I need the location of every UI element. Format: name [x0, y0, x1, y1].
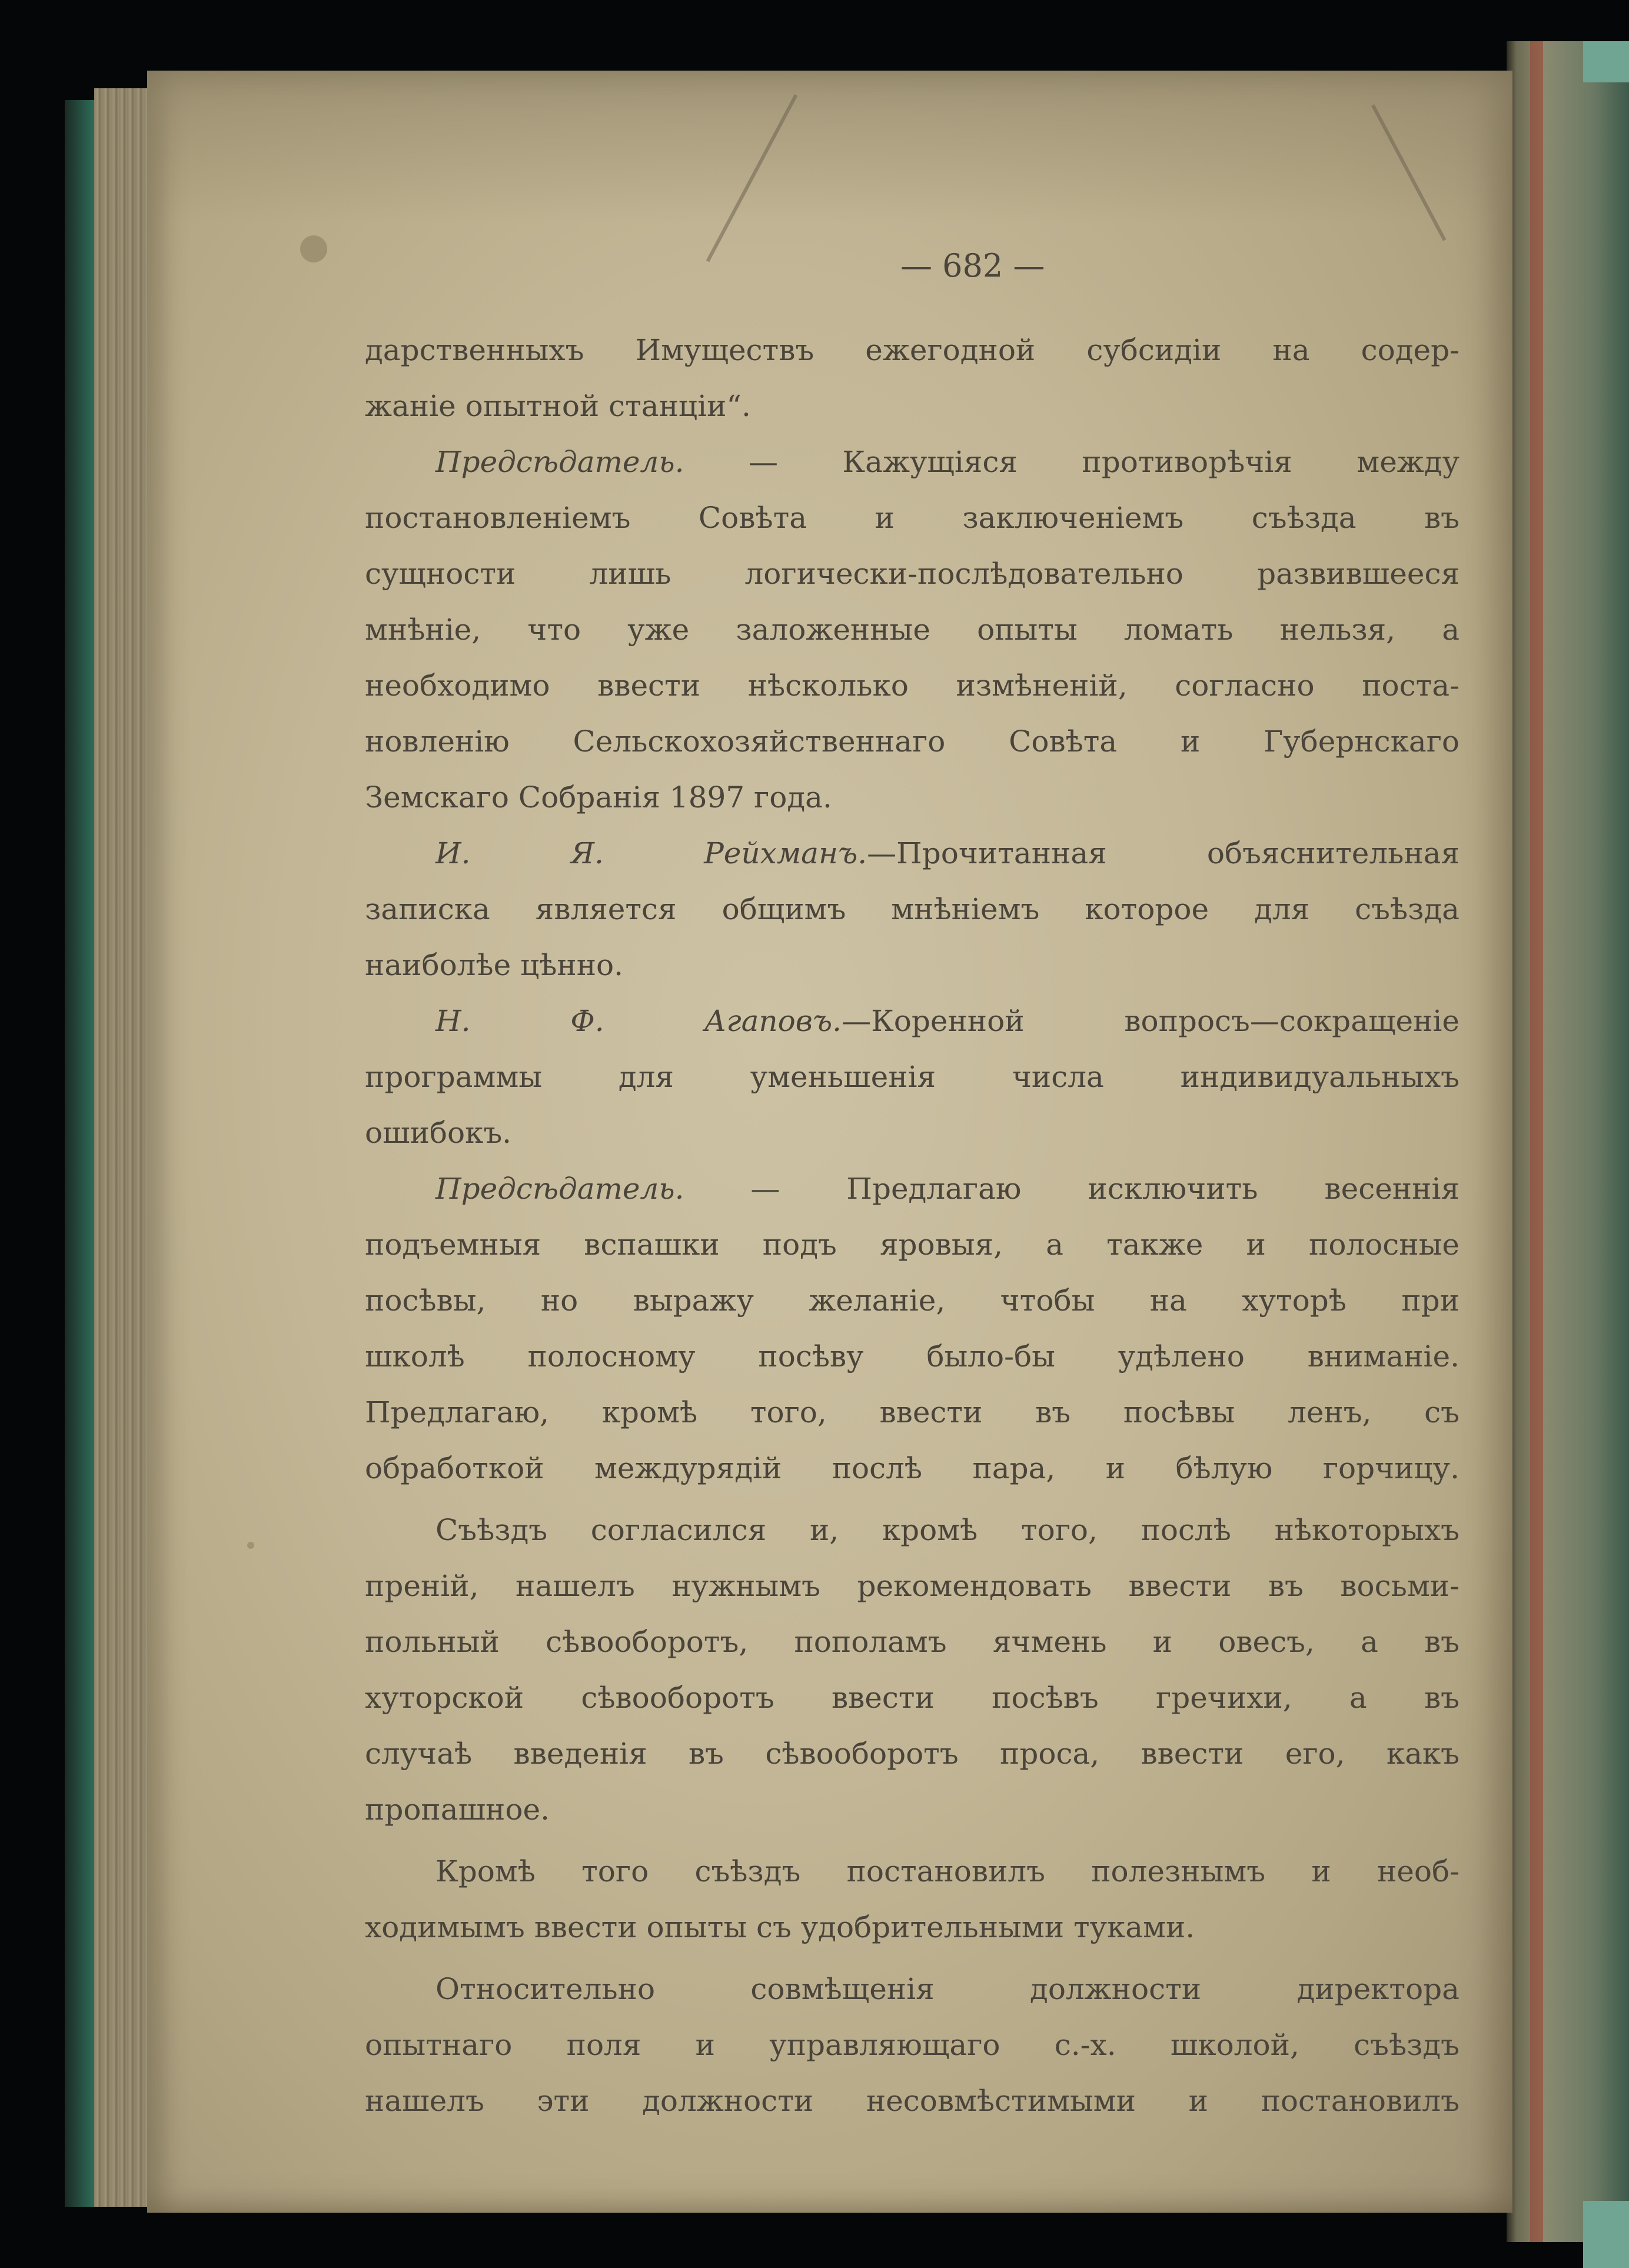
text-line: Земскаго Собранія 1897 года. [365, 780, 832, 814]
paper-stain [247, 1542, 254, 1549]
text-line: Н. Ф. Агаповъ.—Коренной вопросъ—сокращеніе [435, 1004, 1460, 1038]
speaker-name: Предсѣдатель. [435, 445, 684, 479]
paper-crease [706, 94, 798, 262]
text-line: новленію Сельскохозяйственнаго Совѣта и Губернскаго [365, 724, 1460, 759]
text-line: пропашное. [365, 1793, 550, 1827]
cover-corner-top [1583, 41, 1629, 82]
text-line: Кромѣ того съѣздъ постановилъ полезнымъ и необ- [435, 1854, 1460, 1888]
cover-stripe [1530, 41, 1543, 2242]
text-line: нашелъ эти должности несовмѣстимыми и постановилъ [365, 2084, 1460, 2118]
text-line: Предсѣдатель. — Кажущіяся противорѣчія между [435, 445, 1460, 479]
text-line: случаѣ введенія въ сѣвооборотъ проса, ввести его, какъ [365, 1737, 1460, 1771]
text-line: необходимо ввести нѣсколько измѣненій, согласно поста- [365, 669, 1460, 703]
text-line: хуторской сѣвооборотъ ввести посѣвъ гречихи, а въ [365, 1681, 1460, 1715]
text-line: И. Я. Рейхманъ.—Прочитанная объяснительная [435, 836, 1460, 870]
text-line: Предсѣдатель. — Предлагаю исключить весеннія [435, 1172, 1460, 1206]
text-line: мнѣніе, что уже заложенные опыты ломать нельзя, а [365, 613, 1460, 647]
text-line: Относительно совмѣщенія должности директора [435, 1972, 1460, 2006]
speaker-name: Предсѣдатель. [435, 1172, 684, 1206]
text-line: ошибокъ. [365, 1116, 512, 1150]
text-line: польный сѣвооборотъ, пополамъ ячмень и овесъ, а въ [365, 1625, 1460, 1659]
text-line: преній, нашелъ нужнымъ рекомендовать ввести въ восьми- [365, 1569, 1460, 1603]
text-line: ходимымъ ввести опыты съ удобрительными туками. [365, 1910, 1195, 1944]
text-line: постановленіемъ Совѣта и заключеніемъ съѣзда въ [365, 501, 1460, 535]
text-line: обработкой междурядій послѣ пара, и бѣлую горчицу. [365, 1451, 1460, 1485]
text-line: сущности лишь логически-послѣдовательно развившееся [365, 557, 1460, 591]
page-sheet [147, 71, 1512, 2213]
book-right-cover [1507, 41, 1629, 2242]
text-line: опытнаго поля и управляющаго с.-х. школой, съѣздъ [365, 2028, 1460, 2062]
text-line: посѣвы, но выражу желаніе, чтобы на хуторѣ при [365, 1283, 1460, 1318]
paper-stain [300, 235, 327, 262]
text-line: жаніе опытной станціи“. [365, 389, 751, 423]
text-line: дарственныхъ Имуществъ ежегодной субсидіи на содер- [365, 333, 1460, 367]
text-line: Съѣздъ согласился и, кромѣ того, послѣ нѣкоторыхъ [435, 1513, 1460, 1547]
text-line: записка является общимъ мнѣніемъ которое для съѣзда [365, 892, 1460, 926]
page-number: — 682 — [900, 247, 1045, 284]
speaker-name: И. Я. Рейхманъ. [435, 836, 867, 870]
speaker-name: Н. Ф. Агаповъ. [435, 1004, 842, 1038]
text-line: Предлагаю, кромѣ того, ввести въ посѣвы ленъ, съ [365, 1395, 1460, 1429]
cover-corner-bottom [1583, 2201, 1629, 2268]
paper-crease [1371, 104, 1446, 241]
text-line: подъемныя вспашки подъ яровыя, а также и полосные [365, 1228, 1460, 1262]
text-line: школѣ полосному посѣву было-бы удѣлено вниманіе. [365, 1339, 1460, 1374]
text-line: программы для уменьшенія числа индивидуальныхъ [365, 1060, 1460, 1094]
text-line: наиболѣе цѣнно. [365, 948, 624, 982]
